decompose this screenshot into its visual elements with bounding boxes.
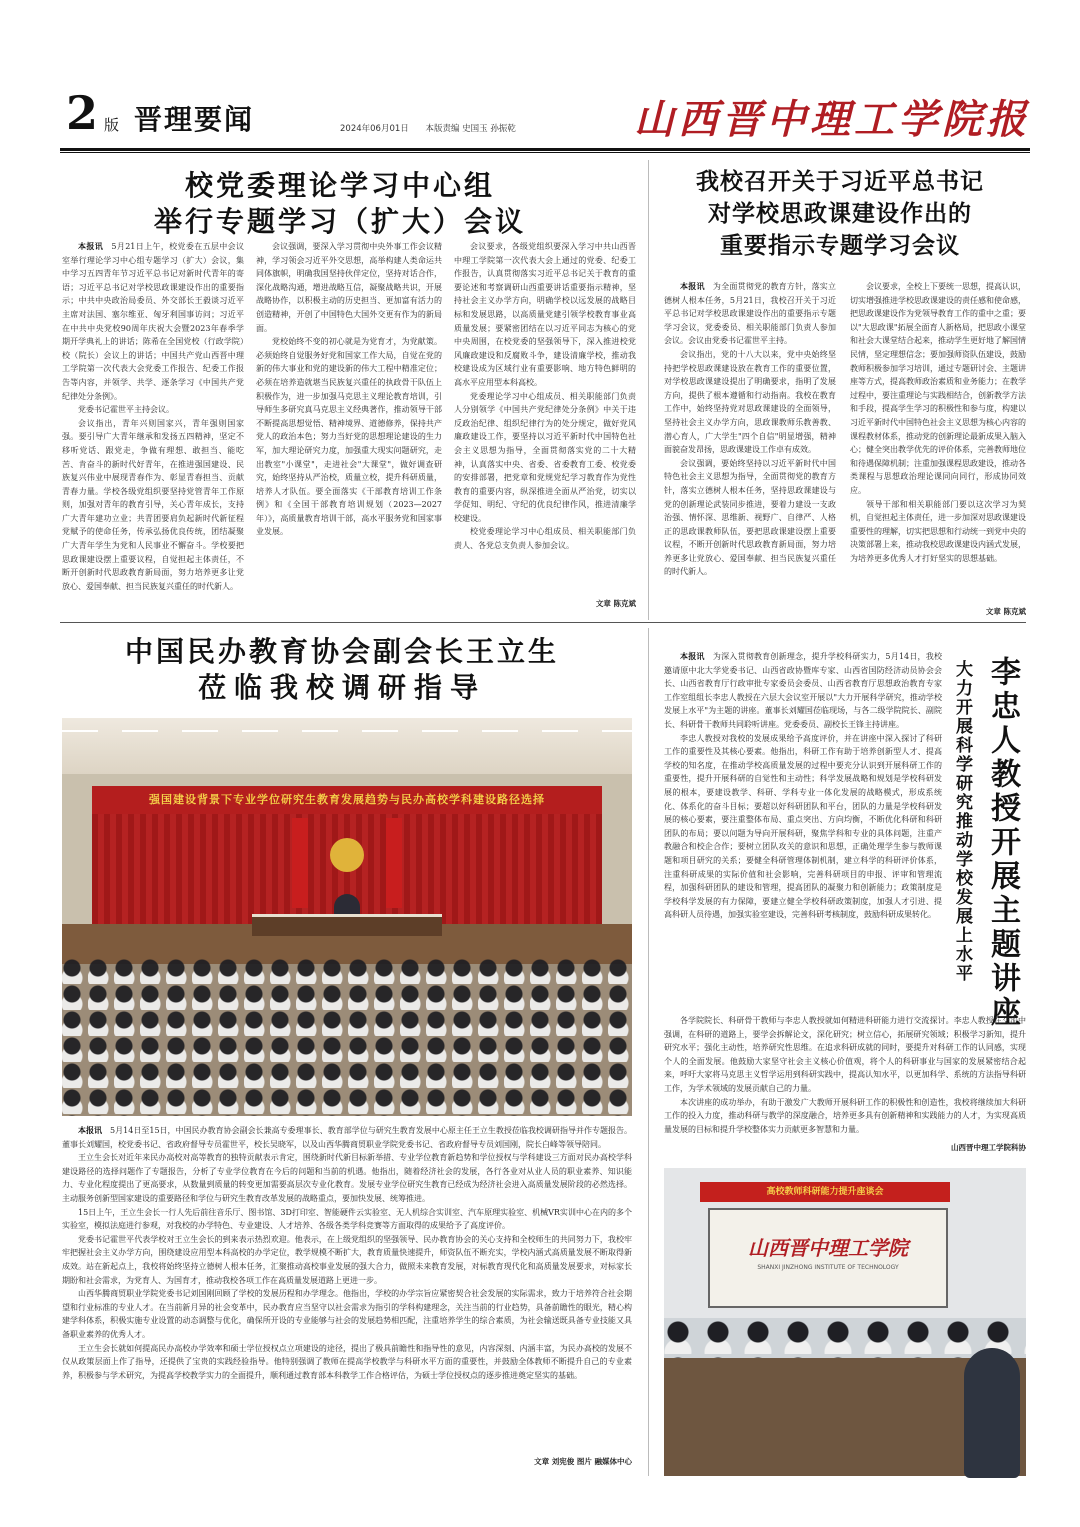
article1-paragraph: 会议指出，青年兴则国家兴，青年强则国家强。要引导广大青年继承和发扬五四精神，坚定不移听党话、跟党走，争做有理想、敢担当、能吃苦、肯奋斗的新时代好青年，在推进强国建设、民族复兴伟业中展现青春作为、彰显青春担当、贡献青春力量。学校各级党组织要坚持党管青年工作原则，加强对青年的教育引导，关心青年成长，支持广大青年建功立业；共青团要肩负起新时代新征程党赋予的使命任务，传承弘扬优良传统，团结凝聚广大青年学生为党和人民事业不懈奋斗。学校要把思政课建设摆上重要议程，自觉担起主体责任，不断开创新时代思政教育新局面，努力培养更多让党放心、爱国奉献、担当民族复兴重任的时代新人。: [62, 418, 244, 591]
article1-paragraph: 会议要求，各级党组织要深入学习中共山西晋中理工学院第一次代表大会上通过的党委、纪委工作报告，认真贯彻落实习近平总书记关于教育的重要论述和考察调研山西重要讲话重要指示精神，坚持社会主义办学方向，明确学校以远发展的战略目标和发展思路，以高质量党建引领学校教育事业高质量发展；要紧密团结在以习近平同志为核心的党中央周围，在校党委的坚强领导下，深入推进校党风廉政建设和反腐败斗争，建设清廉学校，推动我校建设成为区域行业有重要影响、地方特色鲜明的高水平应用型本科高校。: [454, 242, 636, 387]
article1-headline-line: 校党委理论学习中心组: [184, 169, 495, 202]
seminar-photo: [664, 1168, 1026, 1476]
article4-column-top: [664, 650, 942, 920]
article3-byline: 文章 刘宪俊 图片 融媒体中心: [534, 1457, 632, 1466]
photo-podium-table: [252, 914, 442, 936]
article2-paragraph: 会议强调，要始终坚持以习近平新时代中国特色社会主义思想为指导，全面贯彻党的教育方针，落实立德树人根本任务，坚持思政课建设与党的创新理论武装同步推进，要着力建设一支政治强、情怀深、思维新、视野广、自律严、人格正的思政课教师队伍，要把思政课建设摆上重要议程，不断开创新时代思政教育新局面，努力培养更多让党放心、爱国奉献、担当民族复兴重任的时代新人。: [664, 458, 836, 577]
article1-paragraph: 校党委理论学习中心组成员、相关职能部门负责人、各党总支负责人参加会议。: [454, 527, 636, 551]
article1-column-3: [454, 240, 636, 602]
article3-paragraph: 王立生会长对近年来民办高校对高等教育的独特贡献表示肯定，围绕新时代新目标新举措、专业学位教育新趋势和学位授权与学科建设三方面对民办高校学科建设路径的选择问题作了专题报告，分析了专业学位教育在今后的问题和当前的机遇。他指出，随着经济社会的发展，各行各业对从业人员的职业素养、知识能力、专业化程度提出了更高要求，从数量到质量的转变更加需要高层次专业化教育。发展专业学位研究生教育已经成为经济社会进入高质量发展阶段的必然选择。主动服务创新型国家建设的重要路径和学位与研究生教育改革发展的战略重点，要加快发展、统筹推进。: [62, 1153, 632, 1203]
article2-byline: 文章 陈克斌: [985, 607, 1026, 616]
article1-paragraph: 党委书记霍世平主持会议。: [78, 405, 174, 415]
photo-banner: 高校教师科研能力提升座谈会: [700, 1182, 950, 1202]
column-divider: [648, 628, 649, 1476]
issue-date: 2024年06月01日: [340, 124, 409, 134]
article2-headline-line: 对学校思政课建设作出的: [708, 201, 972, 227]
screen-subtitle: SHANXI JINZHONG INSTITUTE OF TECHNOLOGY: [757, 1264, 899, 1271]
article2-lead: 本报讯: [680, 282, 705, 291]
article1-byline: 文章 陈克斌: [595, 599, 636, 608]
article2-headline-line: 我校召开关于习近平总书记: [696, 169, 984, 195]
flag-icon: [386, 818, 402, 908]
article4-lead: 本报讯: [680, 652, 705, 661]
photo-audience: [62, 958, 632, 1116]
article3-paragraph: 山西华腾商贸职业学院党委书记刘国刚回顾了学校的发展历程和办学理念。他指出，学校的办学宗旨应紧密契合社会发展的实际需求，致力于培养符合社会期望和行业标准的专业人才。在当前新月异的社会变革中，民办教育应当坚守以社会需求为指引的学科构建理念，关注当前的行业趋势，具备前瞻性的眼光，精心构建学科体系，积极实施专业设置的动态调整与优化，确保所开设的专业能够与社会的发展趋势相匹配，注重培养学生的综合素质，为社会输送既具备专业技能又具备职业素养的优秀人才。: [62, 1289, 632, 1339]
party-emblem-icon: [330, 838, 364, 872]
article3-paragraph: 5月14日至15日，中国民办教育协会副会长兼高专委理事长、教育部学位与研究生教育发展中心原主任王立生教授莅临我校调研指导并作专题报告。董事长刘耀国，校党委书记、省政府督导专员霍世平，校长吴晓军，以及山西华腾商贸职业学院党委书记、省政府督导专员刘国刚，院长白峰等领导陪同。: [62, 1126, 633, 1149]
article3-headline: [62, 634, 622, 706]
projection-screen: [708, 1208, 948, 1308]
meeting-hall-photo: [62, 718, 632, 1116]
newspaper-title: 山西晋中理工学院报: [634, 96, 1030, 143]
article1-headline-line: 举行专题学习（扩大）会议: [153, 205, 526, 238]
photo-ceiling: [62, 718, 632, 774]
article3-headline-line: 中国民办教育协会副会长王立生: [124, 635, 559, 668]
article4-byline: 山西晋中理工学院科协: [951, 1143, 1026, 1152]
article4-headline: 李忠人教授开展主题讲座: [985, 656, 1020, 1030]
article2-column-2: [850, 280, 1026, 608]
photo-banner: 强国建设背景下专业学位研究生教育发展趋势与民办高校学科建设路径选择: [92, 786, 602, 814]
masthead: [60, 84, 1030, 144]
article3-headline-line: 莅临我校调研指导: [197, 671, 486, 704]
article4-paragraph: 李忠人教授对我校的发展成果给予高度评价，并在讲座中深入探讨了科研工作的重要性及其核心要素。他指出，科研工作有助于培养创新型人才、提高学校的知名度，在推动学校高质量发展的过程中要充分认识到开展科研工作的重要性，提升开展科研的自觉性和主动性；科学发展战略和规划是学校科研发展的根本，要建设教学、科研、学科专业一体化发展的战略模式，形成系统化、体系化的奋斗目标；要超以好科研团队和平台，团队的力量是学校科研发展的核心要素，要注重整体布局、重点突出、方向均衡，不断优化科研和科研团队的布局；要以问题为导向开展科研，聚焦学科和专业的具体问题，注重产教融合和校企合作；要树立团队攻关的意识和思想，正确处理学生参与教师课题和项目研究的关系；要健全科研管理体制机制，建立科学的科研评价体系，注重科研成果的实际价值和社会影响，完善科研项目的申报、评审和管理流程，加强科研团队的建设和管理，提高团队的凝聚力和创新能力；政策制度是学校科学发展的有力保障，要建立健全学校科研政策制度，加强人才引进、提高科研人员待遇，加强实验室建设，完善科研考核制度，鼓励科研成果转化。: [664, 733, 942, 920]
article2-paragraph: 会议指出，党的十八大以来，党中央始终坚持把学校思政课建设放在教育工作的重要位置，对学校思政课建设提出了明确要求，指明了发展方向，提供了根本遵循和行动指南。我校在教育工作中，始终坚持党对思政课建设的全面领导，坚持社会主义办学方向，思政课教师乐教善教、潜心育人，广大学生"四个自信"明显增强，精神面貌奋发昂扬，思政课建设工作卓有成效。: [664, 349, 836, 455]
article1-headline: [90, 168, 590, 240]
article3-paragraph: 15日上午，王立生会长一行人先后前往音乐厅、图书馆、3D打印室、智能硬件云实验室、无人机综合实训室、汽车原理实验室、机械VR实训中心在内的多个实验室，模拟法庭进行参观，对我校的办学特色、专业建设、人才培养、各级各类学科竞赛等方面取得的成果给予了高度评价。: [62, 1207, 632, 1231]
page-number: 2: [66, 86, 99, 140]
article2-paragraph: 领导干部和相关职能部门要以这次学习为契机，自觉担起主体责任，进一步加深对思政课建设重要性的理解，切实把思想和行动统一到党中央的决策部署上来，推动我校思政课建设内涵式发展，为培养更多优秀人才打好坚实的思想基础。: [850, 499, 1026, 563]
article2-headline: [640, 166, 1040, 262]
section-title: 晋理要闻: [134, 103, 255, 136]
article1-column-1: [62, 240, 244, 610]
page-meta: [340, 122, 530, 134]
article2-paragraph: 会议要求，全校上下要统一思想，提高认识，切实增强推进学校思政课建设的责任感和使命感，把思政课建设作为党领导教育工作的重中之重；要以"大思政课"拓展全面育人新格局，把思政小课堂和社会大课堂结合起来，推动学生更好地了解国情民情，坚定理想信念；要加强师资队伍建设，鼓励教师积极参加学习培训，通过专题研讨会、主题讲座等方式，提高教师政治素质和业务能力；在教学过程中，要注重理论与实践相结合，创新教学方法和手段，提高学生学习的积极性和参与度，构建以习近平新时代中国特色社会主义思想为核心内容的课程教材体系，推动党的创新理论最新成果入脑入心；健全突出教学优先的评价体系，完善教师地位和待遇保障机制；注重加强课程思政建设，推动各类课程与思想政治理论课同向同行，形成协同效应。: [850, 282, 1026, 495]
article1-paragraph: 党校始终不变的初心就是为党育才，为党献策。必须始终自觉服务好党和国家工作大局，自觉在党的新的伟大事业和党的建设新的伟大工程中精准定位；必须在培养造就堪当民族复兴重任的执政骨干队伍上积极作为，进一步加强马克思主义理论教育培训，引导师生多研究真马克思主义经典著作，推动领导干部不断提高思想觉悟、精神境界、道德修养，保持共产党人的政治本色；努力当好党的思想理论建设的生力军，加大理论研究力度，加强重大现实问题研究，走出教室"小课堂"，走进社会"大课堂"，做好调查研究，始终坚持从严治校，质量立校，提升科研质量，培养人才队伍。要全面落实《干部教育培训工作条例》和《全国干部教育培训规划（2023—2027年）》，高质量教育培训干部，高水平服务党和国家事业发展。: [256, 337, 442, 537]
page-editors: 本版责编 史国玉 孙振乾: [425, 124, 516, 134]
article2-headline-line: 重要指示专题学习会议: [720, 233, 960, 259]
article3-paragraph: 王立生会长就如何提高民办高校办学效率和硕士学位授权点立项建设的途径，提出了极具前瞻性和指导性的意见，内容深刻、内涵丰富，为民办高校的发展不仅从政策层面上作了指导，还提供了宝贵的实践经验指导。他特别强调了教师在提高学校教学与科研水平方面的重要性，并鼓励全体教师不断提升自己的专业素养，积极参与学术研究，为提高学校教学实力的全面提升，顺利通过教育部本科教学工作合格评估，为硕士学位授权点的逐步推进奠定坚实的基础。: [62, 1343, 632, 1380]
article3-body: [62, 1124, 632, 1450]
article2-paragraph: 为全面贯彻党的教育方针，落实立德树人根本任务，5月21日，我校召开关于习近平总书记对学校思政课建设作出的重要指示专题学习会议，党委委员、相关职能部门负责人参加会议。会议由党委书记霍世平主持。: [664, 282, 837, 346]
article1-column-2: [256, 240, 442, 610]
article4-paragraph: 为深入贯彻教育创新理念，提升学校科研实力，5月14日，我校邀请原中北大学党委书记、山西省政协暨库专家、山西省国防经济动员协会会长、山西省教育厅行政审批专家委员会委员、山西省教育厅思想政治教育专家工作室组组长李忠人教授在六层大会议室开展以"大力开展科学研究，推动学校发展上水平"为主题的讲座。董事长刘耀国莅临现场，与各二级学院院长、副院长、科研骨干教师共同聆听讲座。党委委员、副校长王锋主持讲座。: [664, 652, 942, 729]
masthead-rule-thin: [60, 152, 1030, 153]
section-divider: [60, 622, 1026, 623]
article3-paragraph: 党委书记霍世平代表学校对王立生会长的到来表示热烈欢迎。他表示，在上级党组织的坚强领导、民办教育协会的关心支持和全校师生的共同努力下，我校牢牢把握社会主义办学方向，围绕建设应用型本科高校的办学定位，教学规模不断扩大，教育质量快速提升，师资队伍不断充实，学校内涵式高质量发展不断取得新成效。站在新起点上，我校将始终坚持立德树人根本任务，汇聚推动高校事业发展的强大合力，做照未来教育发展，对标教育现代化和高质量发展要求，对标家长期盼和社会需求，为党育人、为国育才，推动我校各项工作在高质量发展道路上更进一步。: [62, 1234, 632, 1285]
article4-paragraph: 各学院院长、科研骨干教师与李忠人教授就如何精进科研能力进行交流探讨。李忠人教授在交流中强调，在科研的道路上，要学会拆解论文，深化研究；树立信心，拓展研究领域；积极学习新知，提升研究水平；强化主动性，培养研究性思维。在追求科研成就的同时，要提升对科研工作的认同感，实现个人的全面发展。他鼓励大家坚守社会主义核心价值观，将个人的科研事业与国家的发展紧密结合起来，呼吁大家将马克思主义哲学运用到科研实践中，提高认知水平，以更加科学、系统的方法指导科研工作，为学术领域的发展贡献自己的力量。: [664, 1016, 1026, 1093]
flag-icon: [292, 818, 308, 908]
article1-paragraph: 会议强调，要深入学习贯彻中央外事工作会议精神，学习领会习近平外交思想，高举构建人类命运共同体旗帜，明确我国坚持伙伴定位，坚持对话合作，深化战略沟通，增进战略互信，凝聚战略共识，开展战略协作，以积极主动的历史担当、更加富有活力的创造精神，开创了中国特色大国外交更有作为的新局面。: [256, 242, 442, 333]
article4-subheadline: 大力开展科学研究推动学校发展上水平: [952, 660, 972, 983]
article2-column-1: [664, 280, 836, 616]
article1-paragraph: 5月21日上午，校党委在五层中会议室举行理论学习中心组专题学习（扩大）会议，集中学习五四青年节习近平总书记对新时代青年的寄语；习近平总书记对学校思政课建设作出的重要指示；中共中央政治局委员、外交部长王毅谈习近平主席对法国、塞尔维亚、匈牙利国事访问；习近平在中共中央党校90周年庆祝大会暨2023年春季学期开学典礼上的讲话；陈希在全国党校（行政学院）校（院长）会议上的讲话；中国共产党山西晋中理工学院第一次代表大会党委工作报告、纪委工作报告等内容，并领学、共学、逐条学习《中国共产党纪律处分条例》。: [62, 242, 244, 401]
article1-lead: 本报讯: [78, 242, 104, 251]
masthead-rule: [60, 148, 1030, 151]
screen-title: 山西晋中理工学院: [748, 1236, 908, 1260]
photo-foreground-person: [964, 1348, 1020, 1478]
article3-lead: 本报讯: [78, 1126, 103, 1135]
article4-column-bottom: [664, 1014, 1026, 1140]
article4-paragraph: 本次讲座的成功举办，有助于激发广大教师开展科研工作的积极性和创造性，我校将继续加大科研工作的投入力度，推动科研与教学的深度融合，培养更多具有创新精神和实践能力的人才，为实现高质量发展的目标和提升学校整体实力贡献更多智慧和力量。: [664, 1097, 1026, 1134]
article1-paragraph: 党委理论学习中心组成员、相关职能部门负责人分别领学《中国共产党纪律处分条例》中关于违反政治纪律、组织纪律行为的处分规定，做好党风廉政建设工作，要坚持以习近平新时代中国特色社会主义思想为指导，全面贯彻落实党的二十大精神，认真落实中央、省委、省委教育工委、校党委的安排部署，把党章和党规党纪学习教育作为党性教育的重要内容，纵深推进全面从严治党，切实以学促知、明纪、守纪的优良纪律作风，推进清廉学校建设。: [454, 391, 636, 523]
page-suffix: 版: [104, 116, 120, 134]
